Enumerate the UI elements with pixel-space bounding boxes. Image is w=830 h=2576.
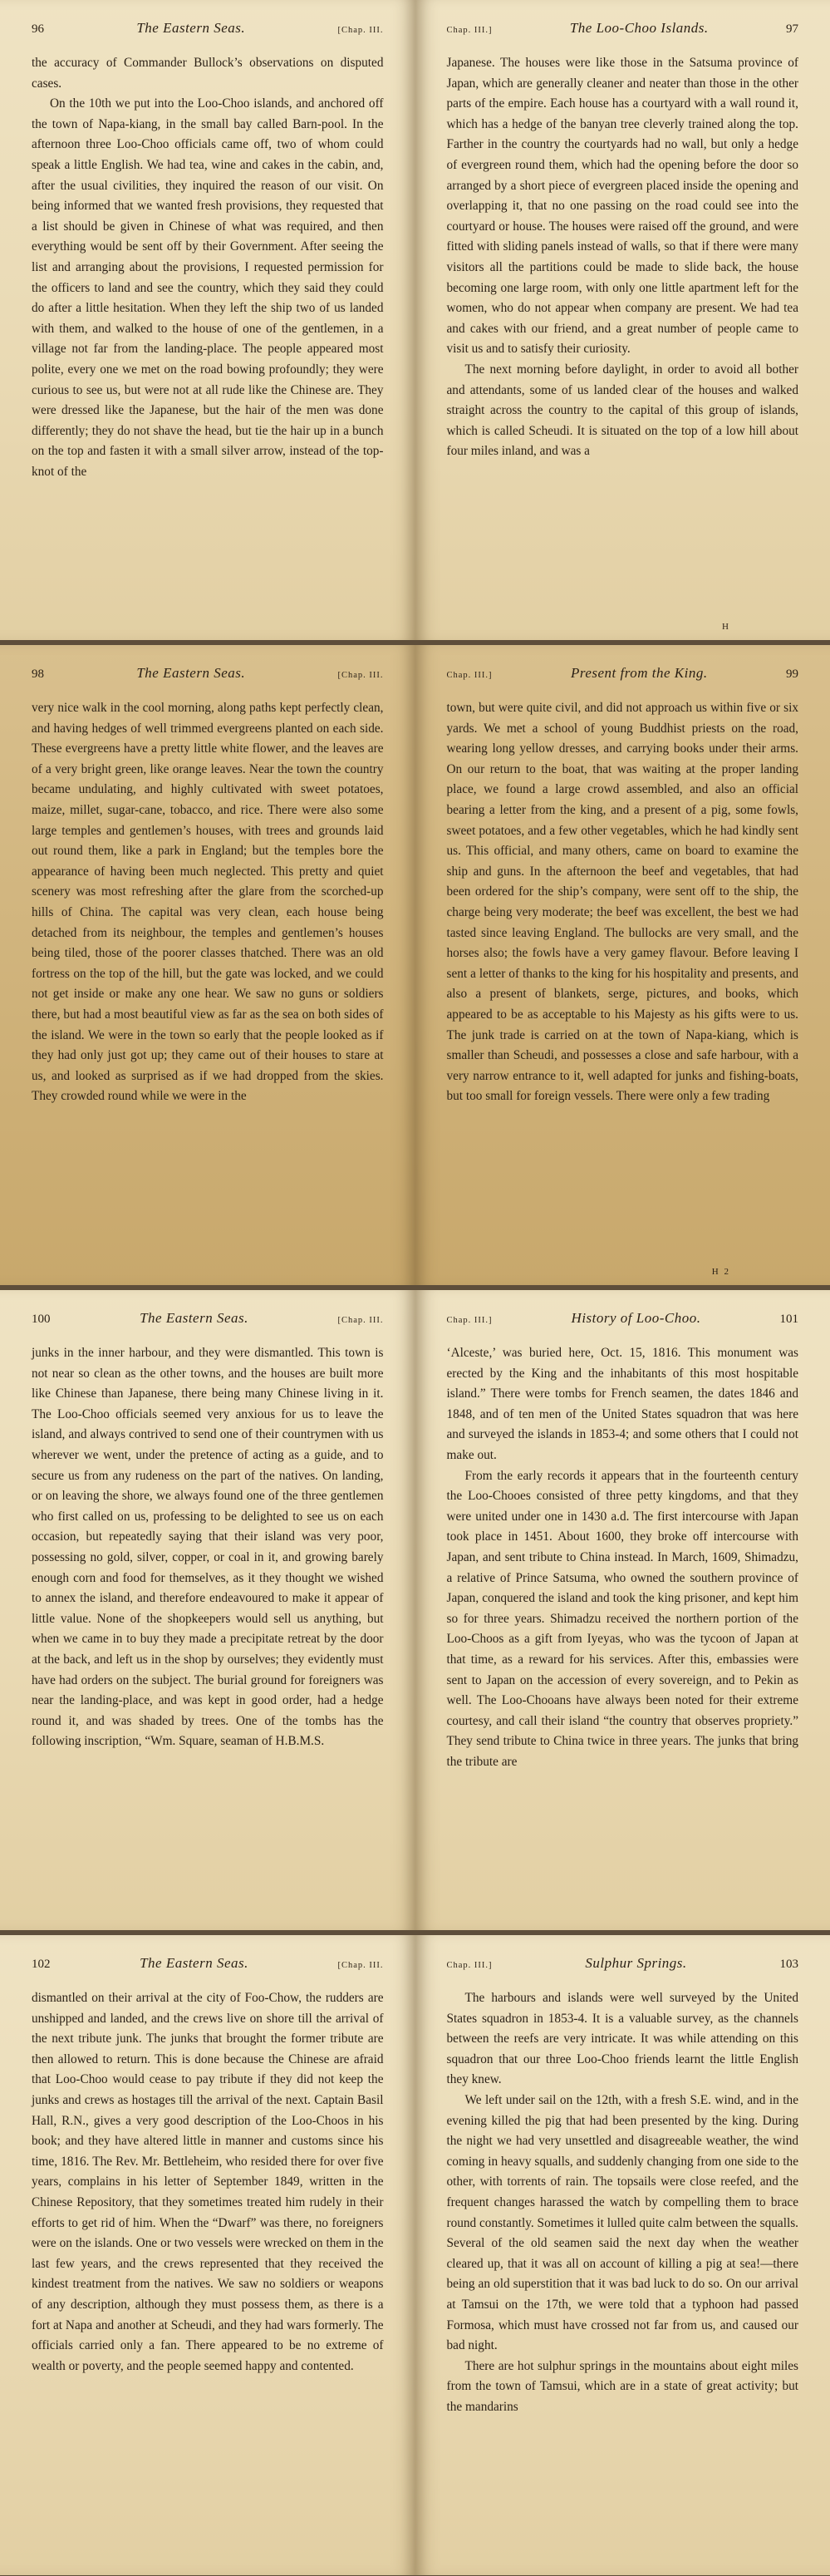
paragraph: From the early records it appears that in the fourteenth century the Loo-Chooes consisted of three petty kingdoms, and that they were united under one in 1430 a.d. The first intercourse with Japan took place in 1451. About 1600, they broke off intercourse with Japan, and sent tribute to China instead. In March, 1609, Shimadzu, a relative of Prince Satsuma, who owned the southern province of Japan, conquered the island and took the king prisoner, and kept him so for three years. Shimadzu received the northern portion of the Loo-Choos as a gift from Iyeyas, who was the tycoon of Japan at that time, as a reward for his services. After this, embassies were sent to Japan on the accession of every sovereign, and to Pekin as well. The Loo-Chooans have always been noted for their extreme courtesy, and call their island “the country that observes propriety.” They send tribute to China twice in three years. The junks that bring the tribute are <box>446 1468 798 1769</box>
running-title: Sulphur Springs. <box>585 1955 687 1971</box>
running-title: The Eastern Seas. <box>140 1955 248 1971</box>
page-number: 98 <box>32 667 44 681</box>
page-body <box>447 1343 799 1772</box>
paragraph: Japanese. The houses were like those in the Satsuma province of Japan, which are generally cleaner and neater than those in the other parts of the empire. Each house has a courtyard with a wall round it, which has a hedge of the banyan tree cleverly trained along the top. Farther in the country the courtyards had no wall, but only a hedge of evergreen round them, which had the opening before the door so arranged by a short piece of evergreen placed inside the opening and overlapping it, that no one passing on the road could see into the courtyard or house. The houses were raised off the ground, and were fitted with sliding panels instead of walls, so that if there were many visitors all the partitions could be made to slide back, the house becoming one large room, with only one little apartment left for the women, who do not appear when company are present. We had tea and cakes with our friend, and a great number of people came to visit us and to satisfy their curiosity. <box>446 56 798 357</box>
page-spread-2 <box>0 645 830 1285</box>
running-title: Present from the King. <box>570 665 708 681</box>
signature-mark: H <box>722 622 730 632</box>
chapter-label: Chap. III.] <box>446 671 493 680</box>
running-title: History of Loo-Choo. <box>571 1310 701 1326</box>
page-body <box>32 1343 384 1752</box>
running-header <box>447 20 799 45</box>
running-title: The Eastern Seas. <box>136 20 246 36</box>
chapter-label: Chap. III.] <box>446 26 493 35</box>
chapter-label: [Chap. III. <box>337 671 384 680</box>
paragraph: ‘Alceste,’ was buried here, Oct. 15, 1816. This monument was erected by the King and the inhabitants of this most hospitable island.” There were tombs for French seamen, the dates 1846 and 1848, and of ten men of the United States squadron that was here and surveyed the islands in 1853-4; and some others that I could not make out. <box>446 1346 798 1462</box>
paragraph: very nice walk in the cool morning, along paths kept perfectly clean, and having hedges of well trimmed evergreens planted on each side. These evergreens have a pretty little white flower, and the leaves are of a very bright green, like orange leaves. Near the town the country became undulating, and highly cultivated with sweet potatoes, maize, millet, sugar-cane, tobacco, and rice. There were also some large temples and gentlemen’s houses, with trees and grounds laid out round them, like a park in England; but the temples bore the appearance of having been much neglected. This pretty and quiet scenery was most refreshing after the glare from the scorched-up hills of China. The capital was very clean, each house being detached from its neighbour, the temples and gentlemen’s houses being tiled, those of the poorer classes thatched. There was an old fortress on the top of the hill, but the gate was locked, and we could not get inside or make any one hear. We saw no guns or soldiers there, but had a most beautiful view as far as the sea on both sides of the island. We were in the town so early that the people looked as if they had only just got up; they came out of their houses to stare at us, and looked as surprised as if we had dropped from the skies. They crowded round while we were in the <box>32 701 384 1104</box>
page-number: 102 <box>32 1958 51 1971</box>
page-body <box>447 53 799 462</box>
running-title: The Eastern Seas. <box>140 1310 248 1326</box>
page-96 <box>0 0 415 640</box>
paragraph: The next morning before daylight, in order to avoid all bother and attendants, some of us landed clear of the houses and walked straight across the country to the capital of this group of islands, which is called Scheudi. It is situated on the top of a low hill about four miles inland, and was a <box>446 362 798 459</box>
page-97 <box>415 0 830 640</box>
running-header <box>32 1955 384 1980</box>
paragraph: junks in the inner harbour, and they were dismantled. This town is not near so clean as the other towns, and the houses are built more like Chinese than Japanese, there being many Chinese living in it. The Loo-Choo officials seemed very anxious for us to leave the island, and always contrived to send one of their countrymen with us wherever we went, under the pretence of acting as a guide, and to secure us from any rudeness on the part of the natives. On landing, or on leaving the shore, we always found one of the three gentlemen who first called on us, professing to be delighted to see us on each occasion, but repeatedly saying that their island was very poor, possessing no gold, silver, copper, or coal in it, and growing barely enough corn and food for themselves, as it they thought we wished to annex the island, and therefore endeavoured to make it appear of little value. None of the shopkeepers would sell us anything, but when we came in to buy they made a precipitate retreat by the door at the back, and left us in the shop by ourselves; they evidently must have had orders on the subject. The burial ground for foreigners was near the landing-place, and was kept in good order, had a hedge round it, and was shaded by trees. One of the tombs has the following inscription, “Wm. Square, seaman of H.B.M.S. <box>32 1346 384 1749</box>
running-header <box>32 20 384 45</box>
page-body <box>32 1988 384 2377</box>
chapter-label: [Chap. III. <box>337 26 384 35</box>
running-title: The Eastern Seas. <box>136 665 246 681</box>
page-number: 103 <box>779 1958 798 1971</box>
page-body <box>447 1988 799 2417</box>
running-title: The Loo-Choo Islands. <box>569 20 709 36</box>
chapter-label: [Chap. III. <box>337 1316 384 1325</box>
page-number: 101 <box>779 1313 798 1326</box>
page-number: 100 <box>32 1313 51 1326</box>
page-number: 97 <box>785 22 798 36</box>
page-spread-3 <box>0 1290 830 1930</box>
paragraph: There are hot sulphur springs in the mountains about eight miles from the town of Tamsui, which are in a state of great activity; but the mandarins <box>446 2358 798 2414</box>
paragraph: The harbours and islands were well surveyed by the United States squadron in 1853-4. It is a valuable survey, as the channels between the reefs are very intricate. It was while attending on this squadron that our three Loo-Choo friends learnt the little English they knew. <box>446 1991 798 2087</box>
signature-mark: H 2 <box>711 1267 730 1277</box>
paragraph: the accuracy of Commander Bullock’s observations on disputed cases. <box>32 56 384 91</box>
paragraph: We left under sail on the 12th, with a fresh S.E. wind, and in the evening killed the pig that had been presented by the king. During the night we had very unsettled and disagreeable weather, the wind coming in heavy squalls, and suddenly changing from one side to the other, with torrents of rain. The topsails were close reefed, and the frequent changes harassed the watch by compelling them to brace round constantly. Sometimes it lulled quite calm between the squalls. Several of the old seamen said the next day when the weather cleared up, that it was all on account of killing a pig at sea!—there being an old superstition that it was bad luck to do so. On our arrival at Tamsui on the 17th, we were told that a typhoon had passed Formosa, which must have crossed not far from us, and caused our bad night. <box>446 2092 798 2353</box>
page-98 <box>0 645 415 1285</box>
running-header <box>32 665 384 690</box>
page-body <box>32 53 384 482</box>
page-spread-1 <box>0 0 830 640</box>
page-body <box>447 698 799 1107</box>
paragraph: On the 10th we put into the Loo-Choo islands, and anchored off the town of Napa-kiang, in the small bay called Barn-pool. In the afternoon three Loo-Choo officials came off, two of whom could speak a little English. We had tea, wine and cakes in the cabin, and, after the usual civilities, they inquired the reason of our visit. On being informed that we wanted fresh provisions, they requested that a list should be given in Chinese of what was required, and then everything would be sent off by their Government. After seeing the list and arranging about the provisions, I requested permission for the officers to land and see the country, which they said they could do after a little hesitation. When they left the ship two of us landed with them, and walked to the house of one of the gentlemen, in a village not far from the landing-place. The people appeared most polite, every one we met on the road bowing profoundly; they were curious to see us, but were not at all rude like the Chinese are. They were dressed like the Japanese, but the hair of the men was done differently; they do not shave the head, but tie the hair up in a bunch on the top and fasten it with a small silver arrow, instead of the top-knot of the <box>32 96 384 479</box>
chapter-label: Chap. III.] <box>446 1961 493 1970</box>
paragraph: town, but were quite civil, and did not approach us within five or six yards. We met a school of young Buddhist priests on the road, wearing long yellow dresses, and carrying books under their arms. On our return to the boat, that was waiting at the proper landing place, we found a large crowd assembled, and also an official bearing a letter from the king, and a present of a pig, some fowls, sweet potatoes, and a few other vegetables, which he had kindly sent us. This official, and many others, came on board to examine the ship and guns. In the afternoon the beef and vegetables, that had been ordered for the ship’s company, were sent off to the ship, the charge being very moderate; the beef was excellent, the best we had tasted since leaving England. The bullocks are very small, and the horses also; the fowls have a very gamey flavour. Before leaving I sent a letter of thanks to the king for his hospitality and presents, and also a present of blankets, serge, pictures, and books, which appeared to be as acceptable to his Majesty as his gifts were to us. The junk trade is carried on at the town of Napa-kiang, which is smaller than Scheudi, and possesses a close and safe harbour, with a very narrow entrance to it, well adapted for junks and fishing-boats, but too small for foreign vessels. There were only a few trading <box>446 701 798 1104</box>
page-number: 96 <box>32 22 44 36</box>
chapter-label: Chap. III.] <box>446 1316 493 1325</box>
page-100 <box>0 1290 415 1930</box>
chapter-label: [Chap. III. <box>337 1961 384 1970</box>
paragraph: dismantled on their arrival at the city of Foo-Chow, the rudders are unshipped and landed, and the crews live on shore till the arrival of the next tribute junk. The junks that brought the former tribute are then allowed to return. This is done because the Chinese are afraid that Loo-Choo would cease to pay tribute if they did not keep the junks and crews as hostages till the arrival of the next. Captain Basil Hall, R.N., gives a very good description of the Loo-Choos in his book; and they have altered little in manner and customs since his time, 1816. The Rev. Mr. Bettleheim, who resided there for over five years, complains in his letter of September 1849, written in the Chinese Repository, that they sometimes treated him rudely in their efforts to get rid of him. When the “Dwarf” was there, no foreigners were on the islands. One or two vessels were wrecked on them in the last few years, and the crews represented that they received the kindest treatment from the natives. We saw no soldiers or weapons of any description, although they must possess them, as there is a fort at Napa and another at Scheudi, and they had wars formerly. The officials carried only a fan. There appeared to be no extreme of wealth or poverty, and the people seemed happy and contented. <box>32 1991 384 2373</box>
running-header <box>447 665 799 690</box>
running-header <box>447 1310 799 1335</box>
page-101 <box>415 1290 830 1930</box>
page-103 <box>415 1935 830 2575</box>
page-102 <box>0 1935 415 2575</box>
running-header <box>32 1310 384 1335</box>
page-spread-4 <box>0 1935 830 2575</box>
running-header <box>447 1955 799 1980</box>
page-body <box>32 698 384 1107</box>
page-99 <box>415 645 830 1285</box>
page-number: 99 <box>786 667 798 681</box>
